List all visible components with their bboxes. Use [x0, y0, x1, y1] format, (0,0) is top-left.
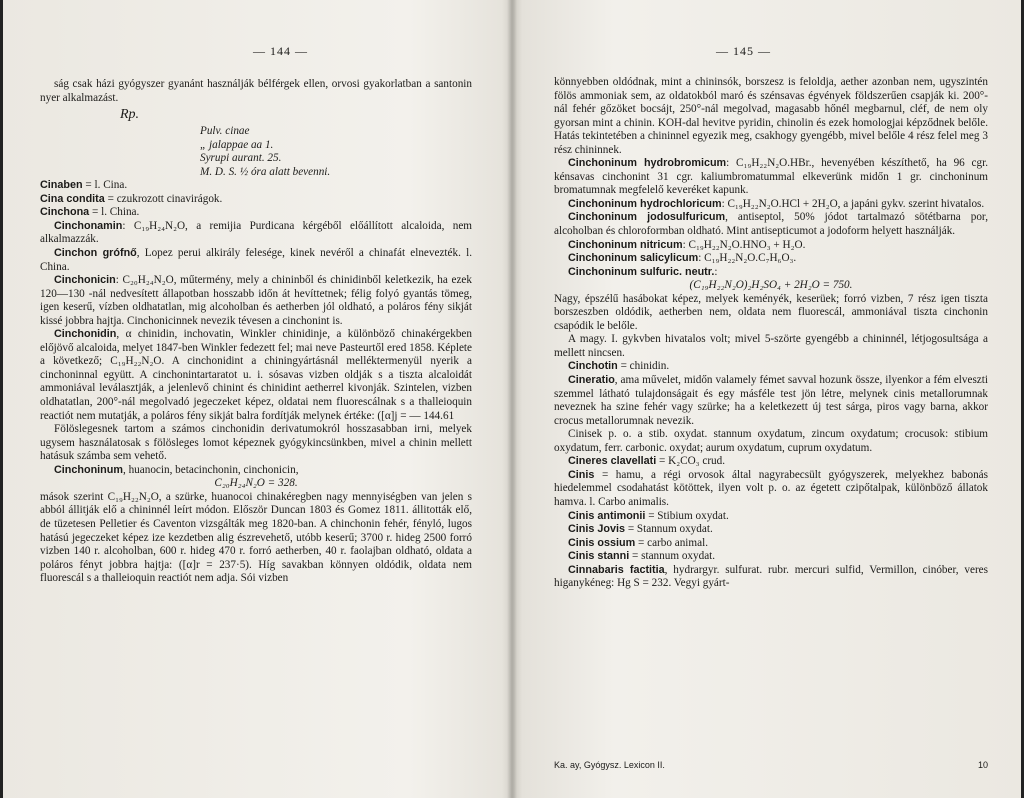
entry-headword: Cineratio — [568, 374, 615, 387]
entry-headword: Cinchoninum hydrochloricum — [568, 197, 722, 210]
paragraph: Cinisek p. o. a stib. oxydat. stannum oxydatum, zincum oxydatum; crocusok: stibium oxydatum, ferr. carbonic. oxydat; aurum oxydatum, cuprum oxydatum. — [554, 428, 988, 454]
entry: Cinchotin = chinidin. — [568, 360, 670, 373]
entry: Cineratio, ama művelet, midőn valamely fémet savval hozunk össze, ilyenkor a fém elveszti szemmel látható tulajdonságait és egy másféle test jön létre, melynek cinis metallorumnak neveznek ha szine fehér vagy szürke; ha a keletkezett új test sárga, piros vagy barna, akkor crocus metallorumnak nevezik. — [554, 374, 988, 427]
entry: Cinnabaris factitia, hydrargyr. sulfurat. rubr. mercuri sulfid, Vermillon, cinóber, veres higanykéneg: Hg S = 232. Vegyi gyárt- — [554, 563, 988, 590]
formula: (C₁₉H₂₂N₂O)₂H₂SO₄ + 2H₂O = 750. — [689, 279, 853, 292]
signature-mark: Ka. ay, Gyógysz. Lexicon II. — [554, 760, 665, 770]
entry: Cinis = hamu, a régi orvosok által nagyrabecsült gyógyszerek, melyekhez babonás hiedelemmel csodahatást kötöttek, ilyen volt p. o. az égetett czipőtalpak, különböző állatok hamva. l. Carbo animalis. — [554, 468, 988, 508]
right-page — [512, 0, 1024, 798]
entry-headword: Cinchonamin — [54, 219, 123, 232]
paragraph: mások szerint C₁₉H₂₂N₂O, a szürke, huanocoi chinakéregben nagy mennyiségben van jelen s abból állitják elő a chininnél leírt módon. Először Duncan 1803 és Gomez 1811. állitották elő, de tüzetesen Pelletier és Caventon vizsgálták meg 1820-ban. A chinchonin fehér, fényló, lugos hatású jegeczeket képez ize kezdetben alig észrevehető, utóbb keserű; 3700 r. hideg 2500 forró vizben 140 r. alcoholban, 600 r. hideg 470 r. forró aetherben, 40 r. faolajban oldható, oldata a poláros fényt jobbra hajtja: ([α]r = 237·5). Híg savakban könnyen oldódik, oldata nem fluorescál s a thalleioquin reactiót nem adja. Sói vizben — [40, 490, 472, 585]
formula: C₂₀H₂₄N₂O = 328. — [214, 477, 298, 490]
recipe-line: M. D. S. ½ óra alatt bevenni. — [200, 165, 331, 178]
entry: Cinchoninum salicylicum: C₁₉H₂₂N₂O.C₇H₆O₃. — [568, 252, 797, 265]
entry-headword: Cinchoninum nitricum — [568, 238, 683, 251]
page-number: — 145 — — [716, 44, 771, 58]
entry-headword: Cinis Jovis — [568, 523, 626, 536]
entry: Cinchon grófnő, Lopez perui alkirály felesége, kinek nevéről a chinafát elnevezték. l. China. — [40, 247, 472, 273]
entry-headword: Cinnabaris factitia — [568, 563, 665, 576]
recipe-line: Pulv. cinae — [200, 125, 250, 138]
entry: Cinchona = l. China. — [40, 206, 140, 219]
entry-headword: Cineres clavellati — [568, 455, 657, 468]
entry: Cinchoninum sulfuric. neutr.: — [568, 265, 718, 278]
entry: Cinis antimonii = Stibium oxydat. — [568, 509, 729, 522]
entry: Cinchoninum nitricum: C₁₉H₂₂N₂O.HNO₃ + H₂O. — [568, 238, 806, 251]
entry-headword: Cinchoninum jodosulfuricum — [568, 211, 726, 224]
page-number: — 144 — — [253, 44, 308, 58]
recipe-line: „ jalappae aa 1. — [200, 138, 274, 151]
entry: Cinis Jovis = Stannum oxydat. — [568, 523, 713, 536]
entry-headword: Cina condita — [40, 192, 105, 205]
text-column — [40, 78, 472, 586]
entry: Cinis ossium = carbo animal. — [568, 536, 708, 549]
entry: Cina condita = czukrozott cinavirágok. — [40, 192, 223, 205]
entry: Cinchoninum jodosulfuricum, antiseptol, 50% jódot tartalmazó sötétbarna por, alcoholban és chloroformban oldható. Mint antisepticumot a jodoform helyett használják. — [554, 211, 988, 238]
entry: Cinchoninum hydrobromicum: C₁₉H₂₂N₂O.HBr., hevenyében készíthető, ha 96 cgr. kénsavas cinchonint 31 cgr. kaliumbromatummal elkeverünk midőn 1 gr. cinchoninum bromatumnak megfelelő keveréket kapunk. — [554, 157, 989, 197]
entry: Cinchonidin, α chinidin, inchovatin, Winkler chinidinje, a különböző chinakérgekben előjövő alcaloida, melyet 1847-ben Winkler fedezett fel; mai neve Pasteurtől ered 1858. Képlete a következő; C₁₉H₂₂N₂O. A cinchonidint a chiningyártásnál melléktermenyül nyerik a cinchoninnal együtt. A cinchonintartaratot u. i. sósavas vizben oldják s a tiszta alcaloidát ammoniával leválasztják, a jelenlevő chinint és chinidint aetherrel kivonják. Szintelen, vizben oldhatatlan, 200°-nál megolvadó jegeczeket képez, oldatai nem fluorescálnak s a thalleioquin reactiót nem mutatják, a poláros fény sikját balra fordítják melynek értéke: ([α]j = — 144.61 — [40, 328, 472, 422]
entry-headword: Cinchoninum hydrobromicum — [568, 157, 727, 170]
entry-headword: Cinchoninum salicylicum — [568, 252, 699, 265]
entry: Cinchonicin: C₂₀H₂₄N₂O, műtermény, mely a chininből és chinidinből keletkezik, ha ezek 120—130 -nál nedvesített állapotban hosszabb időn át hevíttetnek; félig folyó gyantás tömeg, igen keserű, vízben oldhatatlan, mig alcoholban és aetherben jól oldható, a poláros fény sikját kissé jobbra hajtja. Cinchonicinnek nevezik tévesen a cinchonint is. — [40, 274, 472, 327]
entry-headword: Cinaben — [40, 179, 83, 192]
paragraph: könnyebben oldódnak, mint a chininsók, borszesz is feloldja, aether azonban nem, ugyszintén fölös ammoniak sem, az oldatokból maró és szénsavas égvények földszerűen csapják ki. 200°-nál fehér gőzöket bocsájt, 250°-nál megolvad, magasabb hőnél megbarnul, cléf, de nem oly gyorsan mint a chinin. KOH-dal hevitve pyridin, chinolin és ezek homologjai képződnek belőle. Hatás tekintetében a chininnel egyezik meg, csakhogy gyengébb, mivel belőle 4 rész felel meg 3 rész chininnek. — [554, 76, 988, 156]
entry-headword: Cinchoninum — [54, 463, 123, 476]
recipe-line: Syrupi aurant. 25. — [200, 152, 282, 165]
entry: Cineres clavellati = K₂CO₃ crud. — [568, 455, 726, 468]
paragraph: Nagy, épszélű hasábokat képez, melyek keményék, keserüek; forró vizben, 7 rész igen tiszta borszeszben oldódik, aetherben nem, oldata nem fluorescál, ammoniával tiszta cinchonin csapódik le belőle. — [554, 292, 988, 332]
text-column — [554, 76, 988, 591]
paragraph: ság csak házi gyógyszer gyanánt használják bélférgek ellen, orvosi gyakorlatban a santonin nyer alkalmazást. — [40, 78, 472, 104]
entry-headword: Cinchoninum sulfuric. neutr. — [568, 265, 715, 278]
entry-headword: Cinchon grófnő — [54, 247, 137, 260]
entry-headword: Cinchonidin — [54, 328, 117, 341]
sheet-number: 10 — [977, 760, 988, 770]
entry-headword: Cinchona — [40, 206, 90, 219]
entry-headword: Cinchonicin — [54, 274, 116, 287]
paragraph: A magy. I. gykvben hivatalos volt; mivel 5-szörte gyengébb a chininnél, létjogosultsága a mellett nincsen. — [554, 333, 988, 359]
entry-headword: Cinchotin — [568, 360, 618, 373]
entry-headword: Cinis — [568, 468, 595, 481]
recipe-heading: Rp. — [120, 107, 140, 123]
entry: Cinaben = l. Cina. — [40, 179, 128, 192]
entry: Cinis stanni = stannum oxydat. — [568, 550, 716, 563]
entry: Cinchoninum hydrochloricum: C₁₉H₂₂N₂O.HCl + 2H₂O, a japáni gykv. szerint hivatalos. — [568, 197, 985, 210]
entry-headword: Cinis ossium — [568, 536, 636, 549]
entry: Cinchonamin: C₁₉H₂₄N₂O, a remijia Purdicana kérgéből előállított alcaloida, nem alkalmazzák. — [40, 219, 472, 246]
entry-headword: Cinis antimonii — [568, 509, 646, 522]
entry-headword: Cinis stanni — [568, 550, 630, 563]
entry: Cinchoninum, huanocin, betacinchonin, cinchonicin, — [54, 463, 299, 476]
paragraph: Fölöslegesnek tartom a számos cinchonidin derivatumokról hosszasabban irni, melyek ugysem használatosak s fölösleges lomot képeznek gyógykincsünkben, mivel a chinin mellett hatásuk számba sem vehető. — [40, 423, 472, 463]
